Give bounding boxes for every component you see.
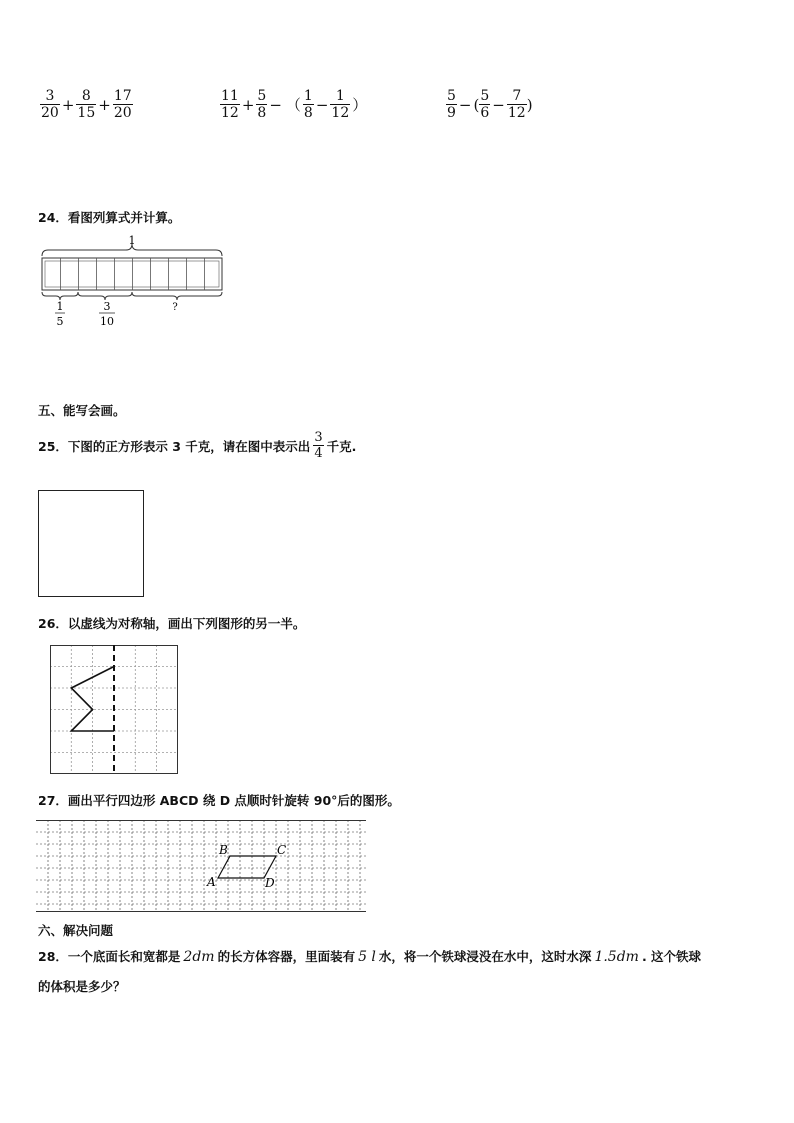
bar-inner <box>45 261 219 287</box>
question-25-text: 25．下图的正方形表示 3 千克，请在图中表示出 <box>38 438 311 454</box>
question-24-title: 24．看图列算式并计算。 <box>38 210 181 225</box>
vertex-a-label: A <box>207 875 216 889</box>
calc-expression-2 <box>220 88 369 121</box>
segment-3-unknown: ? <box>172 302 178 313</box>
operator: + <box>98 95 111 114</box>
paren-right: ） <box>352 96 368 114</box>
fraction: $\frac{3}{4}$ <box>314 430 323 461</box>
question-25-unit: 千克. <box>326 438 357 454</box>
fraction: $\frac{11}{12}$ <box>221 88 239 121</box>
vertex-b-label: B <box>219 843 228 857</box>
brace-segment-3 <box>132 292 222 300</box>
bar-dividers <box>61 258 205 290</box>
question-27-title: 27．画出平行四边形 ABCD 绕 D 点顺时针旋转 90°后的图形。 <box>38 793 400 808</box>
square-3kg[interactable] <box>38 490 144 597</box>
paren-left: （ <box>285 96 301 114</box>
operator: − <box>492 95 505 114</box>
segment-2-numerator: 3 <box>103 300 111 313</box>
segment-1-numerator: 1 <box>56 300 64 313</box>
symmetry-grid[interactable] <box>50 645 180 775</box>
question-28-line-1: 28．一个底面长和宽都是 2dm 的长方体容器，里面装有 5 l 水，将一个铁球浸没在水中，这时水深 1.5dm . 这个铁球 <box>38 949 702 965</box>
fraction: $\frac{3}{20}$ <box>41 88 59 121</box>
operator: − <box>315 95 329 114</box>
bar-outline <box>42 258 222 290</box>
fraction: $\frac{1}{12}$ <box>331 88 350 121</box>
volume-value: 5 l <box>358 949 376 965</box>
segment-1-denominator: 5 <box>56 315 64 328</box>
fraction: $\frac{7}{12}$ <box>507 88 526 121</box>
total-label: 1 <box>128 234 136 247</box>
vertex-c-label: C <box>277 843 287 857</box>
paren-left: ( <box>473 95 480 114</box>
section-5-title: 五、能写会画。 <box>38 403 126 418</box>
question-25 <box>38 430 356 461</box>
operator: − <box>458 95 472 114</box>
fraction: $\frac{1}{8}$ <box>303 88 313 121</box>
calc-expression-1 <box>40 88 133 121</box>
fraction-bar-diagram <box>36 232 236 332</box>
segment-2-denominator: 10 <box>100 315 114 328</box>
depth-value: 1.5dm <box>594 949 639 965</box>
question-26-title: 26．以虚线为对称轴，画出下列图形的另一半。 <box>38 616 306 631</box>
operator: + <box>61 95 75 114</box>
fraction: $\frac{17}{20}$ <box>113 88 132 121</box>
fraction: $\frac{5}{8}$ <box>257 88 267 121</box>
question-28-line-2: 的体积是多少？ <box>38 979 126 994</box>
fraction: $\frac{8}{15}$ <box>77 88 96 121</box>
dimension-value: 2dm <box>183 949 215 965</box>
paren-right: ) <box>526 95 533 114</box>
fraction: $\frac{5}{9}$ <box>447 88 456 121</box>
fraction: $\frac{5}{6}$ <box>480 88 490 121</box>
section-6-title: 六、解决问题 <box>38 923 114 938</box>
brace-segment-1 <box>42 292 78 300</box>
brace-segment-2 <box>78 292 132 300</box>
calc-expression-3 <box>446 88 533 121</box>
parallelogram-abcd <box>218 856 276 878</box>
operator: − <box>269 95 282 114</box>
parallelogram-grid[interactable] <box>36 820 368 914</box>
operator: + <box>241 95 255 114</box>
vertex-d-label: D <box>265 876 275 890</box>
